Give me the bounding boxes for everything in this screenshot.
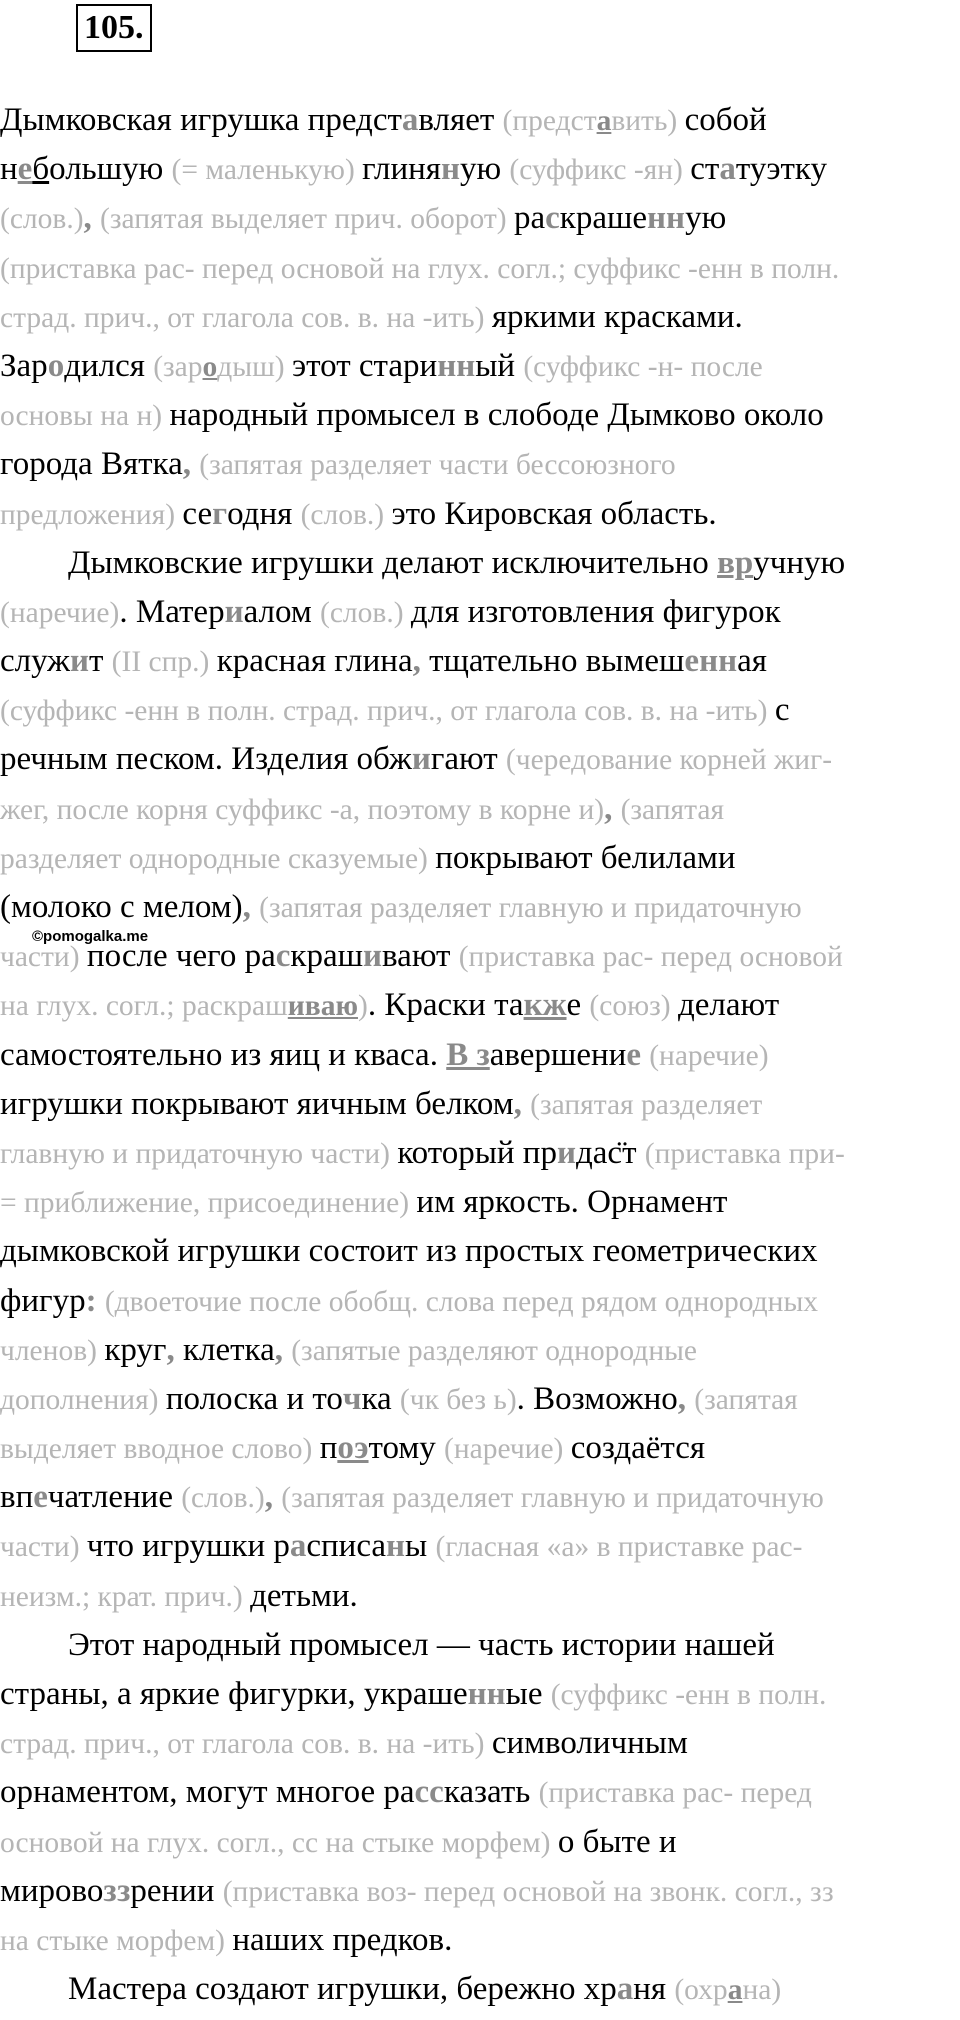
highlighted-letter: и bbox=[224, 593, 244, 630]
text-line bbox=[0, 735, 960, 784]
highlighted-letter: , bbox=[83, 200, 101, 237]
explanation-fragment: на глух. согл.; раскраш bbox=[0, 990, 288, 1023]
text-fragment: это Кировская область. bbox=[391, 495, 717, 532]
highlighted-letter: г bbox=[212, 495, 228, 532]
text-line bbox=[0, 1129, 960, 1178]
text-fragment: . Краски та bbox=[367, 987, 524, 1024]
text-fragment: самостоятельно из яиц и кваса. bbox=[0, 1036, 447, 1073]
text-fragment: служ bbox=[0, 643, 70, 680]
text-line bbox=[0, 883, 960, 932]
highlighted-letter: нн bbox=[647, 200, 686, 237]
highlighted-letter: н bbox=[386, 1528, 406, 1565]
explanation-fragment: о bbox=[202, 350, 218, 383]
highlighted-letter: а bbox=[616, 1971, 634, 2008]
highlighted-letter: вр bbox=[717, 544, 754, 581]
explanation-fragment: дополнения) bbox=[0, 1383, 166, 1416]
explanation-fragment: (слов.) bbox=[181, 1482, 265, 1515]
text-fragment: Мастера создают игрушки, бережно хр bbox=[68, 1971, 617, 2008]
highlighted-letter: и bbox=[363, 938, 383, 975]
explanation-fragment: (запятая bbox=[620, 793, 725, 826]
text-line bbox=[0, 96, 960, 145]
explanation-fragment: (запятая разделяет главную и придаточную bbox=[259, 892, 802, 924]
highlighted-letter: енн bbox=[684, 643, 738, 680]
explanation-fragment: (чк без ь) bbox=[399, 1383, 517, 1416]
text-fragment: о быте и bbox=[557, 1823, 677, 1860]
text-line bbox=[0, 1719, 960, 1768]
text-fragment: дился bbox=[64, 347, 154, 384]
text-fragment: круг bbox=[104, 1331, 167, 1368]
text-fragment: тщательно вымеш bbox=[420, 643, 685, 680]
text-line bbox=[0, 637, 960, 686]
explanation-fragment: жег, после корня суффикс -а, поэтому в корне и) bbox=[0, 793, 605, 826]
text-fragment: (молоко с мелом) bbox=[0, 889, 243, 925]
highlighted-letter: ч bbox=[342, 1380, 362, 1417]
text-fragment: ст bbox=[690, 151, 720, 188]
explanation-fragment: (двоеточие после обобщ. слова перед рядом однородных bbox=[104, 1285, 819, 1318]
highlighted-letter: н bbox=[440, 151, 460, 188]
explanation-fragment: (слов.) bbox=[0, 203, 84, 236]
explanation-fragment: членов) bbox=[0, 1334, 105, 1367]
text-fragment: речным песком. Изделия обж bbox=[0, 741, 412, 778]
text-line bbox=[0, 1031, 960, 1080]
highlighted-letter: и bbox=[69, 643, 89, 680]
text-fragment: алом bbox=[243, 593, 321, 630]
text-fragment: яркими красками. bbox=[491, 298, 743, 335]
explanation-fragment: (союз) bbox=[589, 990, 678, 1023]
text-fragment: тому bbox=[368, 1430, 445, 1467]
explanation-fragment: (приставка рас- перед основой bbox=[458, 941, 843, 974]
explanation-fragment: разделяет однородные сказуемые) bbox=[0, 842, 436, 875]
text-line bbox=[0, 1522, 960, 1571]
text-line bbox=[0, 981, 960, 1030]
text-fragment: Дымковская игрушка предст bbox=[0, 102, 402, 138]
text-fragment: орнаментом, могут многое ра bbox=[0, 1774, 415, 1811]
text-fragment: после чего ра bbox=[86, 938, 276, 975]
text-fragment: ра bbox=[513, 200, 546, 237]
text-line bbox=[0, 1670, 960, 1719]
explanation-fragment: (зар bbox=[153, 350, 203, 383]
explanation-fragment: вить) bbox=[611, 105, 685, 137]
text-fragment: фигур bbox=[0, 1282, 86, 1319]
text-fragment: краш bbox=[290, 938, 364, 975]
highlighted-letter: зз bbox=[103, 1872, 131, 1909]
text-fragment: н bbox=[0, 151, 18, 188]
text-line bbox=[0, 145, 960, 194]
text-fragment: делают bbox=[677, 987, 780, 1024]
text-fragment: рении bbox=[130, 1872, 223, 1909]
text-fragment: авершени bbox=[489, 1036, 627, 1073]
explanation-fragment: (суффикс -енн в полн. bbox=[550, 1679, 827, 1711]
text-fragment: . Матер bbox=[119, 593, 225, 630]
text-fragment: наших предков. bbox=[232, 1921, 453, 1958]
text-fragment: ы bbox=[405, 1528, 436, 1565]
text-fragment: Этот народный промысел — часть истории нашей bbox=[68, 1626, 775, 1663]
text-fragment: который пр bbox=[397, 1134, 557, 1171]
text-fragment: им яркость. Орнамент bbox=[416, 1184, 728, 1221]
explanation-fragment: (запятая выделяет прич. оборот) bbox=[100, 203, 514, 236]
exercise-text bbox=[0, 96, 960, 2014]
text-fragment: ые bbox=[505, 1676, 551, 1712]
text-fragment: детьми. bbox=[250, 1577, 358, 1614]
explanation-fragment: а bbox=[727, 1974, 743, 2007]
explanation-fragment: (суффикс -ян) bbox=[509, 154, 691, 187]
explanation-fragment: части) bbox=[0, 1531, 87, 1564]
text-line bbox=[0, 1424, 960, 1473]
highlighted-letter: , bbox=[677, 1380, 695, 1417]
text-line bbox=[0, 1277, 960, 1326]
explanation-fragment: а bbox=[596, 105, 612, 137]
explanation-fragment: (приставка рас- перед основой на глух. согл.; суффикс -енн в полн. bbox=[0, 252, 840, 285]
text-line bbox=[0, 342, 960, 391]
explanation-fragment: (чередование корней жиг- bbox=[505, 744, 833, 777]
text-line bbox=[0, 490, 960, 539]
explanation-fragment: на стыке морфем) bbox=[0, 1924, 233, 1957]
text-fragment: города Вятка bbox=[0, 446, 183, 483]
text-fragment: что игрушки р bbox=[86, 1528, 290, 1565]
text-line bbox=[0, 244, 960, 293]
highlighted-letter: , bbox=[604, 790, 621, 827]
text-line bbox=[0, 686, 960, 735]
highlighted-letter: а bbox=[289, 1528, 307, 1565]
explanation-fragment: главную и придаточную части) bbox=[0, 1137, 398, 1170]
text-line bbox=[0, 1227, 960, 1276]
text-line bbox=[0, 785, 960, 834]
text-fragment: народный промысел в слободе Дымково около bbox=[169, 397, 824, 434]
explanation-fragment: предложения) bbox=[0, 498, 183, 531]
text-fragment: красная глина bbox=[216, 643, 413, 680]
explanation-fragment: неизм.; крат. прич.) bbox=[0, 1580, 251, 1613]
text-fragment: гают bbox=[430, 741, 506, 778]
text-fragment: ольшую bbox=[49, 151, 172, 188]
text-fragment: ую bbox=[460, 151, 510, 188]
text-line bbox=[0, 1326, 960, 1375]
text-fragment: Зар bbox=[0, 347, 48, 384]
text-fragment: этот стари bbox=[292, 347, 438, 384]
text-fragment: п bbox=[319, 1430, 338, 1467]
highlighted-letter: , bbox=[182, 446, 200, 483]
text-fragment: б bbox=[32, 151, 50, 188]
text-fragment: покрывают белилами bbox=[435, 839, 736, 876]
explanation-fragment: (приставка при- bbox=[644, 1137, 845, 1170]
text-fragment: чатление bbox=[47, 1479, 182, 1516]
text-fragment: вают bbox=[382, 938, 459, 975]
explanation-fragment: (слов.) bbox=[300, 498, 392, 531]
text-line bbox=[0, 588, 960, 637]
text-line bbox=[0, 1916, 960, 1965]
text-line bbox=[0, 1375, 960, 1424]
highlighted-letter: , bbox=[513, 1085, 531, 1122]
text-fragment: Дымковские игрушки делают исключительно bbox=[68, 544, 718, 581]
text-line bbox=[0, 1621, 960, 1670]
explanation-fragment: иваю bbox=[287, 990, 359, 1023]
text-fragment: е bbox=[566, 987, 590, 1024]
explanation-fragment: страд. прич., от глагола сов. в. на -ить) bbox=[0, 301, 492, 334]
text-line bbox=[0, 293, 960, 342]
explanation-fragment: (запятая разделяет главную и придаточную bbox=[281, 1482, 824, 1515]
text-fragment: ка bbox=[361, 1380, 400, 1417]
text-fragment: вляет bbox=[418, 102, 503, 138]
highlighted-letter: с bbox=[275, 938, 291, 975]
text-fragment: дымковской игрушки состоит из простых геометрических bbox=[0, 1233, 818, 1270]
text-fragment: страны, а яркие фигурки, украше bbox=[0, 1676, 468, 1712]
text-line bbox=[0, 440, 960, 489]
text-fragment: одня bbox=[227, 495, 301, 532]
text-fragment: клетка bbox=[174, 1331, 275, 1368]
highlighted-letter: с bbox=[545, 200, 560, 237]
explanation-fragment: (приставка воз- перед основой на звонк. согл., зз bbox=[222, 1875, 834, 1908]
highlighted-letter: нн bbox=[467, 1676, 506, 1712]
highlighted-letter: : bbox=[85, 1282, 105, 1319]
explanation-fragment: основой на глух. согл., сс на стыке морфем) bbox=[0, 1826, 558, 1859]
text-fragment: вп bbox=[0, 1479, 34, 1516]
watermark: ©pomogalka.me bbox=[32, 928, 149, 945]
text-fragment: с bbox=[774, 692, 790, 729]
text-line bbox=[0, 1080, 960, 1129]
text-line bbox=[0, 1178, 960, 1227]
text-fragment: дас̈т bbox=[575, 1134, 645, 1171]
text-line bbox=[0, 834, 960, 883]
highlighted-letter: е bbox=[33, 1479, 48, 1516]
highlighted-letter: , bbox=[242, 889, 260, 925]
explanation-fragment: (запятая bbox=[694, 1383, 798, 1416]
text-fragment: игрушки покрывают яичным белком bbox=[0, 1085, 514, 1122]
text-fragment: туэтку bbox=[735, 151, 827, 188]
text-fragment: ая bbox=[737, 643, 767, 680]
explanation-fragment: страд. прич., от глагола сов. в. на -ить) bbox=[0, 1728, 492, 1761]
text-fragment: создаётся bbox=[570, 1430, 706, 1467]
text-fragment bbox=[641, 1037, 649, 1073]
explanation-fragment: дыш) bbox=[217, 350, 293, 383]
explanation-fragment: части) bbox=[0, 941, 87, 974]
highlighted-letter: оэ bbox=[337, 1430, 369, 1467]
explanation-fragment: выделяет вводное слово) bbox=[0, 1433, 320, 1466]
explanation-fragment: (приставка рас- перед bbox=[538, 1777, 812, 1810]
highlighted-letter: В з bbox=[446, 1036, 490, 1073]
text-fragment: списа bbox=[306, 1528, 387, 1565]
highlighted-letter: , bbox=[412, 643, 421, 680]
text-fragment: полоска и то bbox=[165, 1380, 343, 1417]
text-line bbox=[0, 194, 960, 243]
explanation-fragment: (предст bbox=[502, 105, 597, 137]
text-fragment: учную bbox=[753, 544, 846, 581]
explanation-fragment: (слов.) bbox=[320, 596, 411, 629]
exercise-number: 105. bbox=[76, 4, 152, 52]
text-line bbox=[0, 539, 960, 588]
highlighted-letter: сс bbox=[414, 1774, 444, 1811]
explanation-fragment: (суффикс -енн в полн. страд. прич., от глагола сов. в. на -ить) bbox=[0, 695, 775, 728]
text-line bbox=[0, 1768, 960, 1817]
explanation-fragment: на) bbox=[742, 1974, 782, 2007]
explanation-fragment: основы на н) bbox=[0, 400, 170, 433]
text-fragment: ый bbox=[475, 347, 524, 384]
highlighted-letter: е bbox=[626, 1036, 641, 1073]
explanation-fragment: (запятая разделяет части бессоюзного bbox=[199, 449, 676, 482]
highlighted-letter: е bbox=[17, 151, 33, 188]
highlighted-letter: и bbox=[411, 741, 431, 778]
text-fragment: ую bbox=[685, 200, 727, 237]
text-fragment: краше bbox=[559, 200, 648, 237]
text-fragment: собой bbox=[684, 102, 767, 138]
highlighted-letter: а bbox=[401, 102, 419, 138]
highlighted-letter: о bbox=[47, 347, 65, 384]
text-fragment: . Возможно bbox=[516, 1380, 678, 1417]
text-line bbox=[0, 1572, 960, 1621]
explanation-fragment: (= маленькую) bbox=[171, 154, 363, 187]
explanation-fragment: (наречие) bbox=[0, 596, 120, 629]
text-fragment: глиня bbox=[362, 151, 441, 188]
explanation-fragment: (наречие) bbox=[649, 1039, 769, 1072]
highlighted-letter: и bbox=[556, 1134, 576, 1171]
explanation-fragment: (гласная «а» в приставке рас- bbox=[435, 1531, 803, 1564]
highlighted-letter: нн bbox=[437, 347, 476, 384]
highlighted-letter: , bbox=[264, 1479, 282, 1516]
explanation-fragment: (охр bbox=[674, 1974, 728, 2007]
explanation-fragment: ) bbox=[358, 990, 368, 1023]
text-line bbox=[0, 1473, 960, 1522]
highlighted-letter: , bbox=[166, 1331, 175, 1368]
explanation-fragment: (II спр.) bbox=[111, 646, 217, 679]
text-line bbox=[0, 1965, 960, 2014]
highlighted-letter: а bbox=[719, 151, 736, 188]
explanation-fragment: (запятая разделяет bbox=[530, 1088, 763, 1121]
text-fragment: символичным bbox=[491, 1725, 688, 1762]
explanation-fragment: (суффикс -н- после bbox=[523, 350, 763, 383]
text-line bbox=[0, 391, 960, 440]
text-fragment: се bbox=[182, 495, 213, 532]
highlighted-letter: кж bbox=[523, 987, 567, 1024]
explanation-fragment: (наречие) bbox=[444, 1433, 571, 1466]
text-fragment: т bbox=[89, 643, 112, 680]
text-fragment: ня bbox=[633, 1971, 675, 2008]
highlighted-letter: , bbox=[274, 1331, 292, 1368]
explanation-fragment: = приближение, присоединение) bbox=[0, 1187, 417, 1220]
text-fragment: для изготовления фигурок bbox=[410, 593, 781, 630]
text-line bbox=[0, 1818, 960, 1867]
text-line bbox=[0, 1867, 960, 1916]
text-fragment: казать bbox=[443, 1774, 539, 1811]
explanation-fragment: (запятые разделяют однородные bbox=[291, 1334, 698, 1367]
text-fragment: мирово bbox=[0, 1872, 104, 1909]
